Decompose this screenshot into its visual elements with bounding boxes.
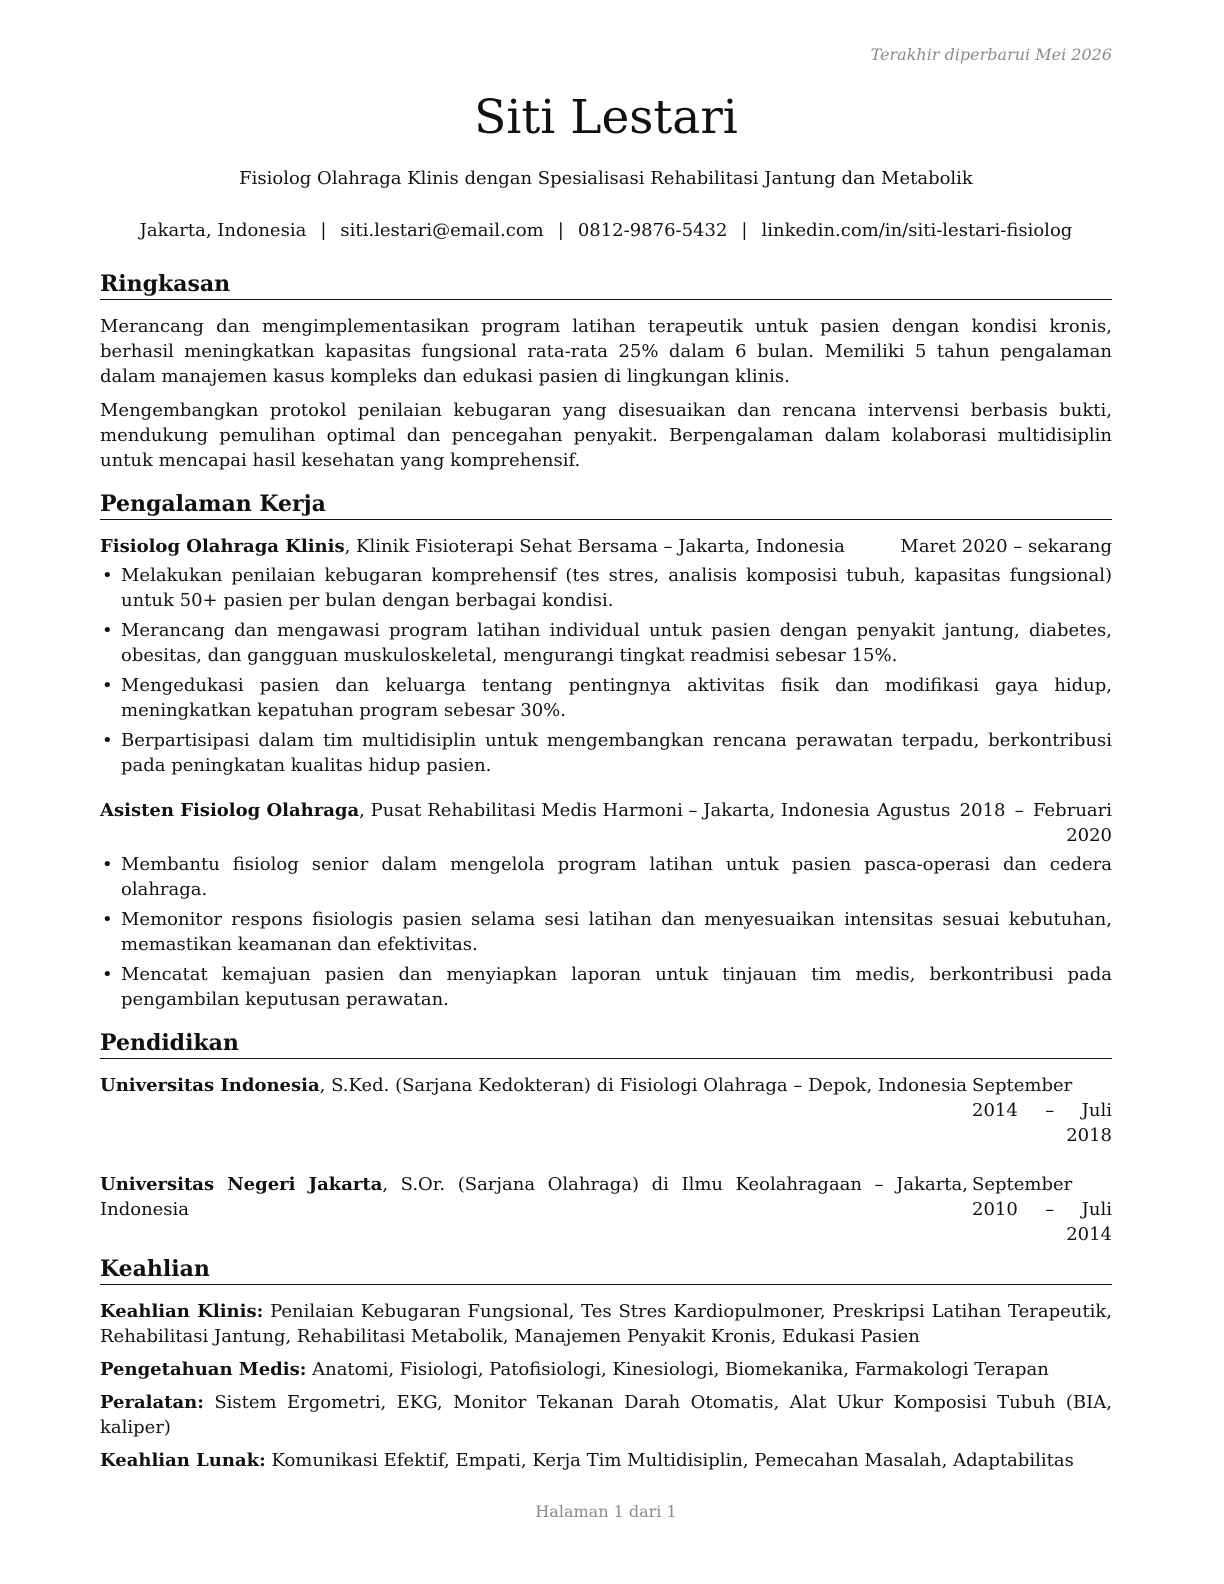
education-line <box>100 1172 972 1222</box>
list-item: • Membantu fisiolog senior dalam mengelola program latihan untuk pasien pasca-operasi dan cedera olahraga. <box>100 852 1112 902</box>
last-updated: Terakhir diperbarui Mei 2026 <box>870 45 1112 64</box>
contact-phone: 0812-9876-5432 <box>577 220 728 241</box>
list-item: • Memonitor respons fisiologis pasien selama sesi latihan dan menyesuaikan intensitas sesuai kebutuhan, memastikan keamanan dan efektivitas. <box>100 907 1112 957</box>
job-bullets <box>100 852 1112 1012</box>
contact-linkedin[interactable]: linkedin.com/in/siti-lestari-fisiolog <box>761 220 1073 241</box>
list-item: • Melakukan penilaian kebugaran komprehensif (tes stres, analisis komposisi tubuh, kapasitas fungsional) untuk 50+ pasien per bulan dengan berbagai kondisi. <box>100 563 1112 613</box>
education-line <box>100 1073 972 1098</box>
skill-label: Keahlian Lunak: <box>100 1450 266 1471</box>
section-title: Pengalaman Kerja <box>100 490 1112 520</box>
skill-value: Sistem Ergometri, EKG, Monitor Tekanan Darah Otomatis, Alat Ukur Komposisi Tubuh (BIA, kaliper) <box>100 1392 1112 1438</box>
skill-label: Keahlian Klinis: <box>100 1301 264 1322</box>
summary-section <box>100 270 1112 473</box>
contact-separator: | <box>741 220 748 241</box>
skill-value: Penilaian Kebugaran Fungsional, Tes Stres Kardiopulmoner, Preskripsi Latihan Terapeutik, Rehabilitasi Jantung, Rehabilitasi Metabolik, Manajemen Penyakit Kronis, Edukasi Pasien <box>100 1301 1112 1347</box>
section-title: Keahlian <box>100 1255 1112 1285</box>
experience-section <box>100 490 1112 1012</box>
job-header <box>100 534 1112 559</box>
education-entry <box>100 1073 1112 1148</box>
skill-line <box>100 1448 1112 1473</box>
skill-label: Pengetahuan Medis: <box>100 1359 307 1380</box>
job-entry <box>100 534 1112 778</box>
job-title-line <box>100 798 877 823</box>
resume-content <box>100 270 1112 1490</box>
summary-paragraph: Mengembangkan protokol penilaian kebugaran yang disesuaikan dan rencana intervensi berbasis bukti, mendukung pemulihan optimal dan pencegahan penyakit. Berpengalaman dalam kolaborasi multidisiplin untuk mencapai hasil kesehatan yang komprehensif. <box>100 400 1112 471</box>
education-dates: September 2010 – Juli 2014 <box>972 1174 1112 1245</box>
job-bullets <box>100 563 1112 778</box>
section-title: Ringkasan <box>100 270 1112 300</box>
skill-line <box>100 1357 1112 1382</box>
section-title: Pendidikan <box>100 1029 1112 1059</box>
job-header <box>100 798 1112 848</box>
candidate-name: Siti Lestari <box>474 90 738 145</box>
job-role: Fisiolog Olahraga Klinis <box>100 536 345 557</box>
education-detail: , S.Or. (Sarjana Olahraga) di Ilmu Keolahragaan – Jakarta, Indonesia <box>100 1174 968 1220</box>
contact-email[interactable]: siti.lestari@email.com <box>340 220 544 241</box>
contact-separator: | <box>557 220 564 241</box>
education-dates: September 2014 – Juli 2018 <box>972 1075 1112 1146</box>
education-school: Universitas Negeri Jakarta <box>100 1174 383 1195</box>
job-role: Asisten Fisiolog Olahraga <box>100 800 360 821</box>
list-item: • Mencatat kemajuan pasien dan menyiapkan laporan untuk tinjauan tim medis, berkontribusi pada pengambilan keputusan perawatan. <box>100 962 1112 1012</box>
skill-label: Peralatan: <box>100 1392 204 1413</box>
education-section <box>100 1029 1112 1247</box>
skill-value: Komunikasi Efektif, Empati, Kerja Tim Multidisiplin, Pemecahan Masalah, Adaptabilitas <box>265 1450 1074 1471</box>
education-entry <box>100 1172 1112 1247</box>
education-detail: , S.Ked. (Sarjana Kedokteran) di Fisiologi Olahraga – Depok, Indonesia <box>319 1075 967 1096</box>
education-school: Universitas Indonesia <box>100 1075 320 1096</box>
contact-line <box>100 220 1112 241</box>
skill-line <box>100 1299 1112 1349</box>
contact-separator: | <box>320 220 327 241</box>
job-org: , Pusat Rehabilitasi Medis Harmoni – Jakarta, Indonesia <box>359 800 870 821</box>
skill-value: Anatomi, Fisiologi, Patofisiologi, Kinesiologi, Biomekanika, Farmakologi Terapan <box>306 1359 1049 1380</box>
list-item: • Berpartisipasi dalam tim multidisiplin untuk mengembangkan rencana perawatan terpadu, berkontribusi pada peningkatan kualitas hidup pasien. <box>100 728 1112 778</box>
job-dates: Maret 2020 – sekarang <box>900 536 1112 557</box>
job-entry <box>100 798 1112 1012</box>
job-title-line <box>100 534 900 559</box>
page-number: Halaman 1 dari 1 <box>535 1502 677 1521</box>
resume-page <box>100 0 1112 1584</box>
job-org: , Klinik Fisioterapi Sehat Bersama – Jakarta, Indonesia <box>344 536 845 557</box>
summary-paragraph: Merancang dan mengimplementasikan program latihan terapeutik untuk pasien dengan kondisi kronis, berhasil meningkatkan kapasitas fungsional rata-rata 25% dalam 6 bulan. Memiliki 5 tahun pengalaman dalam manajemen kasus kompleks dan edukasi pasien di lingkungan klinis. <box>100 316 1112 387</box>
candidate-tagline: Fisiolog Olahraga Klinis dengan Spesialisasi Rehabilitasi Jantung dan Metabolik <box>239 168 973 189</box>
list-item: • Mengedukasi pasien dan keluarga tentang pentingnya aktivitas fisik dan modifikasi gaya hidup, meningkatkan kepatuhan program sebesar 30%. <box>100 673 1112 723</box>
skill-line <box>100 1390 1112 1440</box>
job-dates: Agustus 2018 – Februari 2020 <box>877 800 1112 846</box>
skills-section <box>100 1255 1112 1473</box>
contact-location: Jakarta, Indonesia <box>139 220 307 241</box>
list-item: • Merancang dan mengawasi program latihan individual untuk pasien dengan penyakit jantung, diabetes, obesitas, dan gangguan muskuloskeletal, mengurangi tingkat readmisi sebesar 15%. <box>100 618 1112 668</box>
